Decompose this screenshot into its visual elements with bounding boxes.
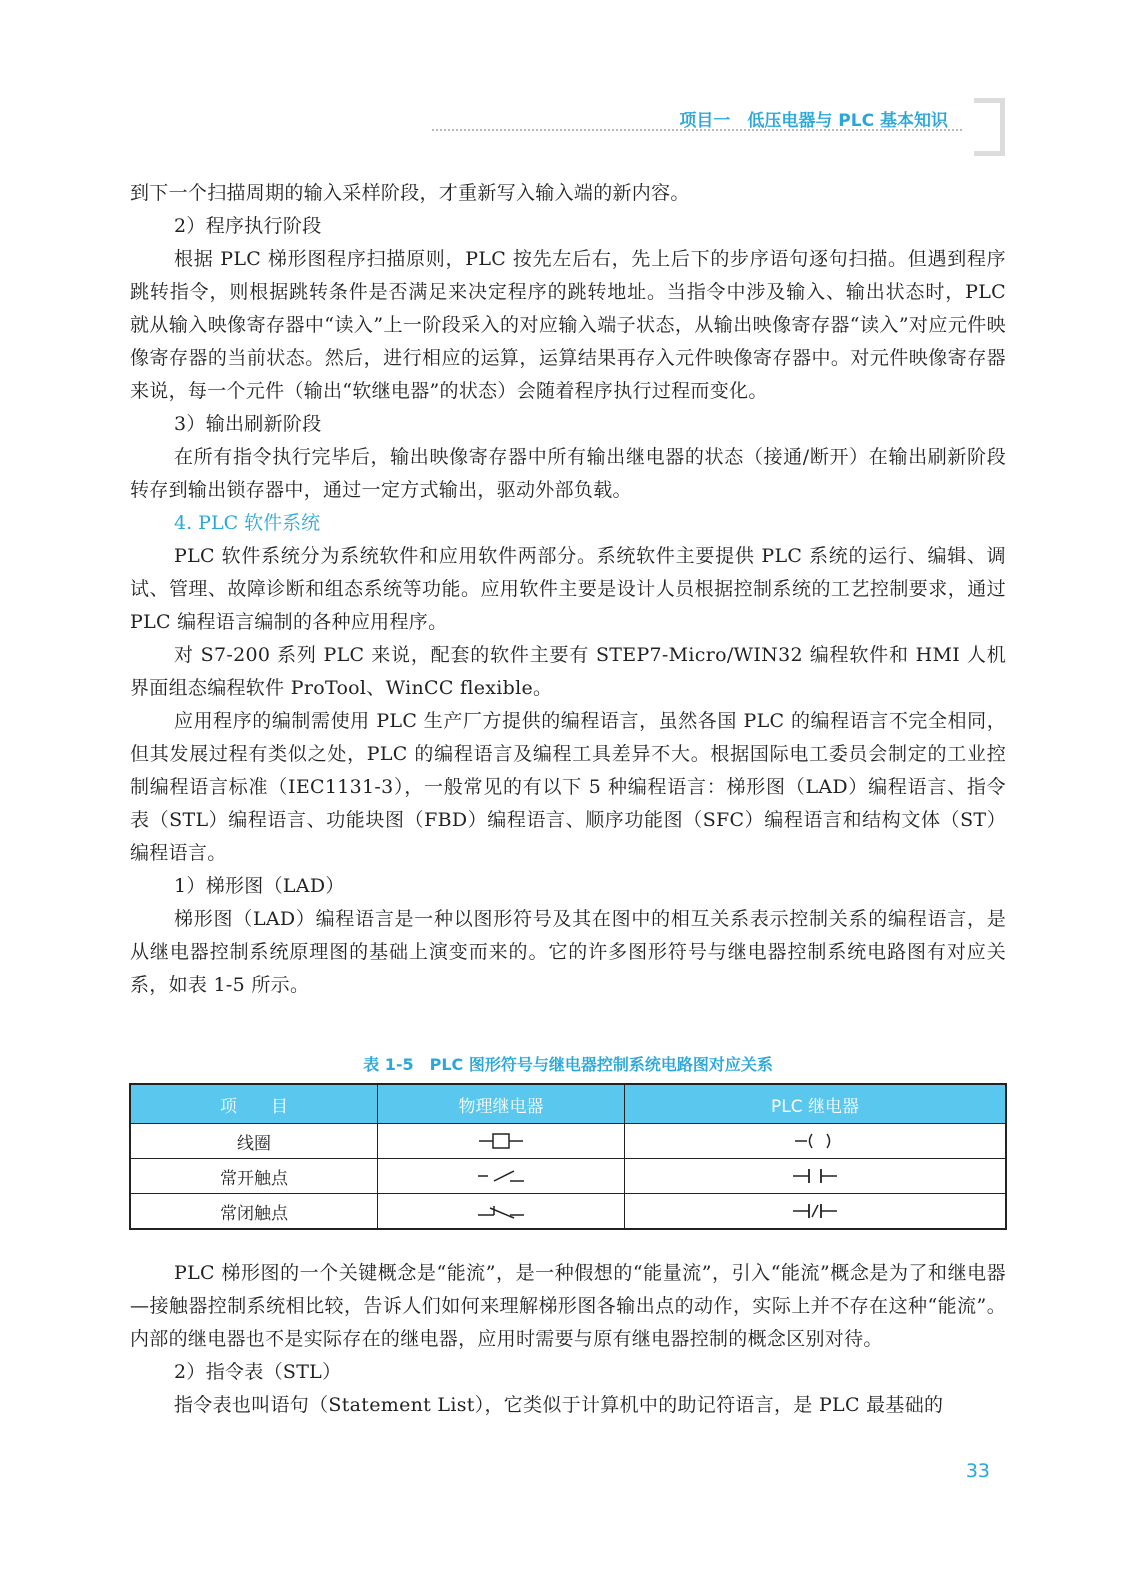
plc-coil-symbol-icon bbox=[789, 1130, 841, 1152]
paragraph: 应用程序的编制需使用 PLC 生产厂方提供的编程语言，虽然各国 PLC 的编程语言不完全相同，但其发展过程有类似之处，PLC 的编程语言及编程工具差异不大。根据国际电工委员会制定的工业控制编程语言标准（IEC1131-3），一般常见的有以下 5 种编程语言：梯形图（LAD）编程语言、指令表（STL）编程语言、功能块图（FBD）编程语言、顺序功能图（SFC）编程语言和结构文体（ST）编程语言。 bbox=[130, 710, 1006, 864]
table-header-row bbox=[130, 1084, 1006, 1124]
symbol-table bbox=[129, 1083, 1007, 1230]
paragraph: 根据 PLC 梯形图程序扫描原则，PLC 按先左后右，先上后下的步序语句逐句扫描。但遇到程序跳转指令，则根据跳转条件是否满足来决定程序的跳转地址。当指令中涉及输入、输出状态时，PLC 就从输入映像寄存器中“读入”上一阶段采入的对应输入端子状态，从输出映像寄存器“读入”对应元件映像寄存器的当前状态。然后，进行相应的运算，运算结果再存入元件映像寄存器中。对元件映像寄存器来说，每一个元件（输出“软继电器”的状态）会随着程序执行过程而变化。 bbox=[130, 248, 1006, 402]
paragraph: 指令表也叫语句（Statement List），它类似于计算机中的助记符语言，是 PLC 最基础的 bbox=[174, 1394, 944, 1416]
paragraph: 梯形图（LAD）编程语言是一种以图形符号及其在图中的相互关系表示控制关系的编程语言，是从继电器控制系统原理图的基础上演变而来的。它的许多图形符号与继电器控制系统电路图有对应关系，如表 1-5 所示。 bbox=[130, 908, 1006, 996]
nc-contact-symbol-icon bbox=[474, 1200, 528, 1222]
paragraph: PLC 梯形图的一个关键概念是“能流”，是一种假想的“能量流”，引入“能流”概念是为了和继电器—接触器控制系统相比较，告诉人们如何来理解梯形图各输出点的动作，实际上并不存在这种“能流”。内部的继电器也不是实际存在的继电器，应用时需要与原有继电器控制的概念区别对待。 bbox=[130, 1262, 1006, 1350]
table-row bbox=[130, 1124, 1006, 1159]
row-label: 常开触点 bbox=[130, 1159, 378, 1194]
table-row bbox=[130, 1159, 1006, 1194]
body-text-top bbox=[130, 177, 1006, 1002]
plc-coil-cell bbox=[625, 1124, 1007, 1159]
subheading-lad: 1）梯形图（LAD） bbox=[174, 875, 345, 897]
paragraph: 在所有指令执行完毕后，输出映像寄存器中所有输出继电器的状态（接通/断开）在输出刷新阶段转存到输出锁存器中，通过一定方式输出，驱动外部负载。 bbox=[130, 446, 1006, 501]
coil-symbol-icon bbox=[475, 1130, 527, 1152]
no-contact-cell bbox=[378, 1159, 625, 1194]
plc-nc-contact-symbol-icon bbox=[789, 1200, 841, 1222]
row-label: 常闭触点 bbox=[130, 1194, 378, 1230]
subheading-output-refresh: 3）输出刷新阶段 bbox=[174, 413, 322, 435]
header-bracket-decoration bbox=[974, 98, 1005, 156]
no-contact-symbol-icon bbox=[474, 1165, 528, 1187]
paragraph: 对 S7-200 系列 PLC 来说，配套的软件主要有 STEP7-Micro/WIN32 编程软件和 HMI 人机界面组态编程软件 ProTool、WinCC flexible。 bbox=[130, 644, 1006, 699]
plc-no-contact-cell bbox=[625, 1159, 1007, 1194]
coil-cell bbox=[378, 1124, 625, 1159]
table-row bbox=[130, 1194, 1006, 1230]
nc-contact-cell bbox=[378, 1194, 625, 1230]
body-text-bottom bbox=[130, 1257, 1006, 1422]
row-label: 线圈 bbox=[130, 1124, 378, 1159]
subheading-execution: 2）程序执行阶段 bbox=[174, 215, 322, 237]
section-heading: 4. PLC 软件系统 bbox=[174, 512, 321, 534]
subheading-stl: 2）指令表（STL） bbox=[174, 1361, 342, 1383]
header-dotted-rule bbox=[432, 129, 962, 131]
page-number: 33 bbox=[965, 1460, 990, 1482]
table-caption: 表 1-5 PLC 图形符号与继电器控制系统电路图对应关系 bbox=[363, 1055, 773, 1074]
header-title: 项目一 低压电器与 PLC 基本知识 bbox=[679, 111, 948, 131]
paragraph: 到下一个扫描周期的输入采样阶段，才重新写入输入端的新内容。 bbox=[130, 182, 690, 204]
header-plc: PLC 继电器 bbox=[625, 1084, 1007, 1124]
plc-no-contact-symbol-icon bbox=[789, 1165, 841, 1187]
header-physical: 物理继电器 bbox=[378, 1084, 625, 1124]
header-item: 项 目 bbox=[130, 1084, 378, 1124]
plc-nc-contact-cell bbox=[625, 1194, 1007, 1230]
paragraph: PLC 软件系统分为系统软件和应用软件两部分。系统软件主要提供 PLC 系统的运行、编辑、调试、管理、故障诊断和组态系统等功能。应用软件主要是设计人员根据控制系统的工艺控制要求，通过 PLC 编程语言编制的各种应用程序。 bbox=[130, 545, 1006, 633]
